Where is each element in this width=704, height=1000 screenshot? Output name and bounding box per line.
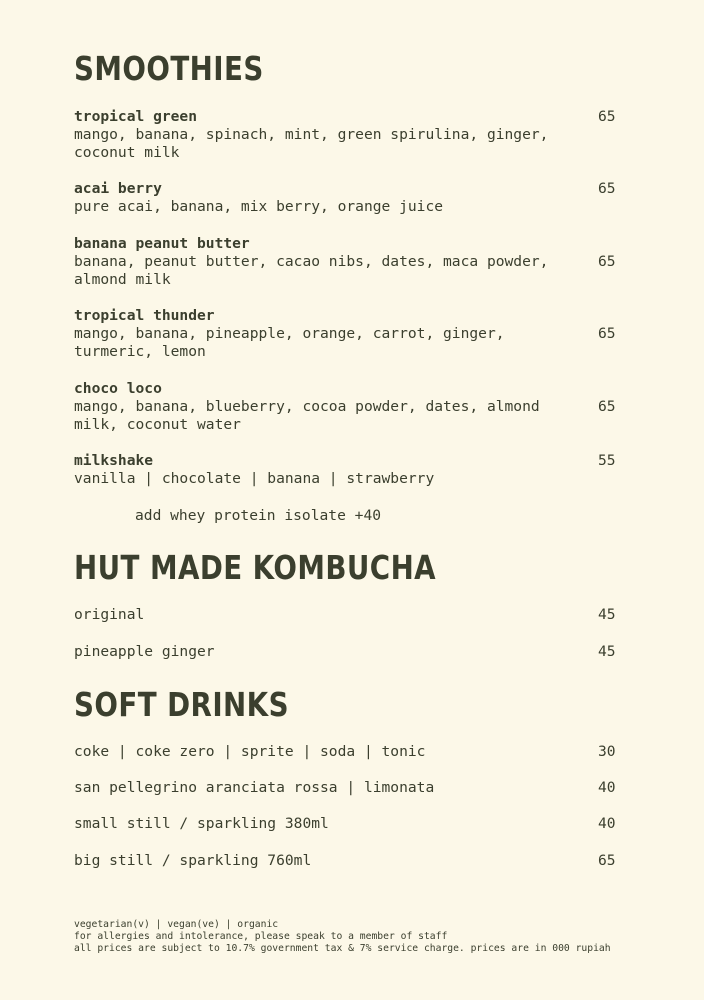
item-description: vanilla | chocolate | banana | strawberry (74, 470, 435, 487)
menu-item-banana-peanut-butter (74, 235, 554, 289)
menu-item-tropical-green (74, 108, 554, 162)
section-title-smoothies: SMOOTHIES (74, 49, 264, 88)
item-price: 40 (598, 815, 616, 832)
footer-notes (74, 919, 611, 955)
item-description: mango, banana, pineapple, orange, carrot, ginger, turmeric, lemon (74, 325, 505, 360)
item-price: 65 (598, 253, 616, 270)
item-description: pure acai, banana, mix berry, orange juice (74, 198, 444, 215)
item-description: mango, banana, spinach, mint, green spirulina, ginger, coconut milk (74, 126, 549, 161)
item-price: 45 (598, 606, 616, 623)
item-price: 40 (598, 779, 616, 796)
dietary-legend: vegetarian(v) | vegan(ve) | organic (74, 919, 279, 930)
item-name: acai berry (74, 180, 162, 197)
menu-item-small-water: small still / sparkling 380ml (74, 815, 329, 832)
item-price: 65 (598, 180, 616, 197)
addon-note: add whey protein isolate +40 (135, 507, 382, 524)
menu-item-choco-loco (74, 380, 554, 434)
menu-item-san-pellegrino: san pellegrino aranciata rossa | limonata (74, 779, 435, 796)
item-price: 55 (598, 452, 616, 469)
item-name: tropical thunder (74, 307, 215, 324)
item-name: banana peanut butter (74, 235, 250, 252)
item-price: 65 (598, 325, 616, 342)
allergy-note: for allergies and intolerance, please speak to a member of staff (74, 931, 448, 942)
item-name: milkshake (74, 452, 154, 469)
item-description: banana, peanut butter, cacao nibs, dates, maca powder, almond milk (74, 253, 549, 288)
menu-item-acai-berry (74, 180, 554, 216)
menu-item-big-water: big still / sparkling 760ml (74, 852, 312, 869)
menu-item-milkshake (74, 452, 554, 488)
item-price: 65 (598, 852, 616, 869)
item-name: tropical green (74, 108, 198, 125)
menu-item-pineapple-ginger: pineapple ginger (74, 643, 215, 660)
menu-item-original: original (74, 606, 145, 623)
item-price: 45 (598, 643, 616, 660)
menu-item-sodas: coke | coke zero | sprite | soda | tonic (74, 743, 426, 760)
item-price: 65 (598, 398, 616, 415)
section-title-kombucha: HUT MADE KOMBUCHA (74, 548, 437, 587)
tax-note: all prices are subject to 10.7% government tax & 7% service charge. prices are in 000 rupiah (74, 943, 611, 954)
section-title-soft-drinks: SOFT DRINKS (74, 685, 289, 724)
item-description: mango, banana, blueberry, cocoa powder, dates, almond milk, coconut water (74, 398, 540, 433)
item-price: 30 (598, 743, 616, 760)
item-price: 65 (598, 108, 616, 125)
menu-item-tropical-thunder (74, 307, 554, 361)
item-name: choco loco (74, 380, 162, 397)
